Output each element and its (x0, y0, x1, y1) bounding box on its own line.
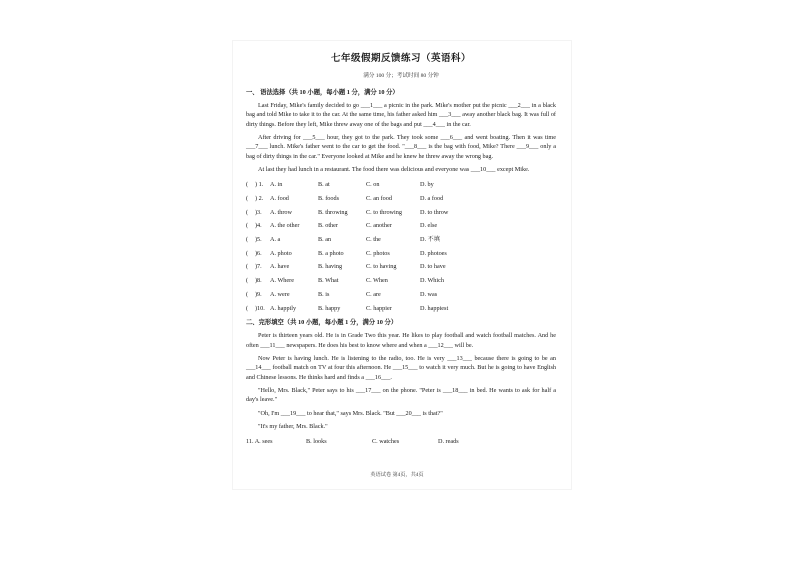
question-row (246, 178, 556, 192)
answer-bracket: ( (246, 181, 249, 189)
passage-paragraph: At last they had lunch in a restaurant. The food there was delicious and everyone was ___10___ except Mike. (258, 165, 530, 173)
option-b: B. at (318, 181, 330, 189)
option-a: A. Where (270, 277, 294, 285)
option-b: B. What (318, 277, 339, 285)
passage-paragraph: "It's my father, Mrs. Black." (258, 422, 328, 430)
option-d: D. photoes (420, 249, 447, 257)
answer-bracket: ( (246, 208, 249, 216)
option-c: C. another (366, 222, 392, 230)
question-number: )6. (255, 249, 262, 257)
option-d: D. else (420, 222, 438, 230)
answer-bracket: ( (246, 304, 249, 312)
option-c: C. an food (366, 195, 392, 203)
page-footer: 英语试卷 第4页，共4页 (370, 472, 424, 478)
option-b: B. happy (318, 304, 341, 312)
option-d: D. was (420, 290, 438, 298)
option-d: D. to throw (420, 208, 449, 216)
passage-paragraph: Last Friday, Mike's family decided to go ___1___ a picnic in the park. Mike's mother put the picnic ___2___ in a black bag and told Mike to take it to the car. At the same time, his father asked him ___3___ away another black bag. It was full of dirty things. Before they left, Mike threw away one of the bags and put ___4___ in the car. (246, 102, 556, 128)
option-c: C. are (366, 290, 381, 298)
question-row (246, 435, 556, 449)
answer-bracket: ( (246, 263, 249, 271)
option-b: B. looks (306, 438, 327, 446)
answer-bracket: ( (246, 222, 249, 230)
option-a: A. photo (270, 249, 292, 257)
question-row (246, 274, 556, 288)
option-d: D. 不填 (420, 236, 440, 244)
answer-bracket: ( (246, 249, 249, 257)
option-c: C. watches (372, 438, 400, 446)
option-a: A. the other (270, 222, 300, 230)
question-row (246, 301, 556, 315)
question-row (246, 206, 556, 220)
option-c: C. to having (366, 263, 397, 271)
question-row (246, 247, 556, 261)
option-b: B. an (318, 236, 332, 244)
option-b: B. is (318, 290, 330, 298)
option-c: C. happier (366, 304, 392, 312)
option-d: D. reads (438, 438, 459, 446)
page-content (246, 52, 556, 449)
answer-bracket: ( (246, 236, 249, 244)
option-c: C. When (366, 277, 388, 285)
passage-paragraph: Peter is thirteen years old. He is in Grade Two this year. He likes to play football and watch football matches. And he often ___11___ newspapers. He does his best to know where and when a ___12___ will be. (246, 332, 556, 349)
answer-bracket: ( (246, 195, 249, 203)
question-number: )3. (255, 208, 262, 216)
passage-paragraph: "Oh, I'm ___19___ to hear that," says Mrs. Black. "But ___20___ is that?" (258, 409, 443, 417)
question-row (246, 260, 556, 274)
question-number: )8. (255, 277, 262, 285)
question-row (246, 288, 556, 302)
question-number: )4. (255, 222, 262, 230)
option-d: D. happiest (420, 304, 449, 312)
passage-paragraph: After driving for ___5___ hour, they got to the park. They took some ___6___ and went boating. Then it was time ___7___ lunch. Mike's father went to the car to get the food. "___8___ is the bag with food, Mike? There ___9___ only a bag of dirty things in the car." Everyone looked at Mike and he knew he threw away the wrong bag. (246, 133, 556, 160)
question-number: )9. (255, 290, 262, 298)
page-title: 七年级假期反馈练习（英语科） (330, 54, 471, 64)
answer-bracket: ( (246, 277, 249, 285)
option-b: B. a photo (318, 249, 344, 257)
section1-options (246, 178, 556, 315)
option-d: D. by (420, 181, 434, 189)
option-b: B. having (318, 263, 343, 271)
option-d: D. Which (420, 277, 444, 285)
option-a: A. in (270, 181, 283, 189)
option-c: C. the (366, 236, 381, 244)
answer-bracket: ( (246, 290, 249, 298)
question-row (246, 233, 556, 247)
option-a: A. a (270, 236, 281, 244)
question-number: )10. (255, 304, 265, 312)
option-a: A. were (270, 290, 290, 298)
question-row (246, 192, 556, 206)
option-d: D. to have (420, 263, 446, 271)
option-a: A. happily (270, 304, 297, 312)
option-c: C. photos (366, 249, 390, 257)
question-number: )5. (255, 236, 262, 244)
option-a: A. food (270, 195, 289, 203)
option-b: B. other (318, 222, 338, 230)
option-a: 11. A. sees (246, 438, 273, 446)
question-number: ) 1. (255, 181, 264, 189)
option-d: D. a food (420, 195, 444, 203)
question-number: ) 2. (255, 195, 264, 203)
option-c: C. on (366, 181, 380, 189)
page-subtitle: 满分 100 分；考试时间 80 分钟 (363, 73, 439, 80)
passage-paragraph: Now Peter is having lunch. He is listening to the radio, too. He is very ___13___ because there is going to be an ___14___ football match on TV at four this afternoon. He ___15___ to watch it very much. But he is going to have English and Chinese lessons. He thinks hard and finds a ___16___. (246, 355, 556, 381)
question-number: )7. (255, 263, 262, 271)
option-a: A. throw (270, 208, 292, 216)
option-b: B. throwing (318, 208, 348, 216)
option-a: A. have (270, 263, 290, 271)
option-b: B. foods (318, 195, 339, 203)
question-row (246, 219, 556, 233)
option-c: C. to throwing (366, 208, 402, 216)
section2-heading: 二、完形填空（共 10 小题，每小题 1 分，满分 10 分） (246, 319, 398, 327)
section1-heading: 一、 语法选择（共 10 小题，每小题 1 分，满分 10 分） (246, 88, 399, 96)
passage-paragraph: "Hello, Mrs. Black," Peter says to his ___17___ on the phone. "Peter is ___18___ in bed. He wants to ask for half a day's leave." (246, 386, 556, 404)
